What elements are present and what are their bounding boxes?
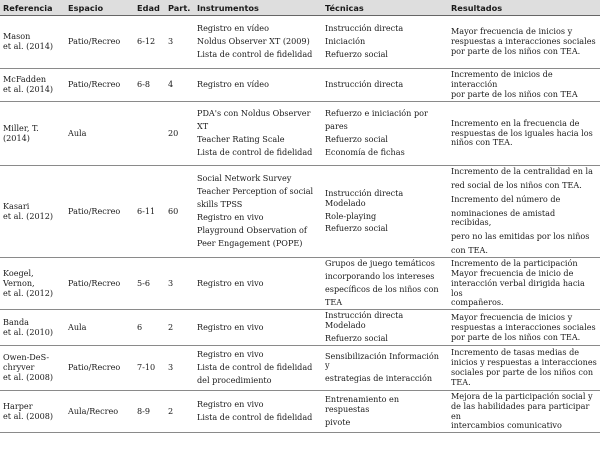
cell-line: chryver <box>3 361 35 372</box>
cell-line: (2014) <box>3 132 30 143</box>
cell-line: Incremento de la centralidad en la <box>451 166 593 176</box>
table-row <box>0 390 600 432</box>
cell-line: niños con TEA. <box>451 137 513 148</box>
cell-line: pero no las emitidas por los niños <box>451 231 590 242</box>
cell-line: Registro en vivo <box>197 321 264 332</box>
cell-line: Lista de control de fidelidad <box>197 361 313 372</box>
cell-instrumentos <box>194 345 322 390</box>
cell-line: del procedimiento <box>197 374 272 385</box>
cell-line: Iniciación <box>325 36 366 47</box>
cell-espacio: Patio/Recreo <box>65 69 134 102</box>
cell-espacio: Patio/Recreo <box>65 166 134 258</box>
cell-line: Instrucción directa Modelado <box>325 310 404 331</box>
cell-line: respuestas a interacciones sociales <box>451 321 596 332</box>
cell-edad: 6-8 <box>134 69 165 102</box>
cell-resultados <box>448 69 600 102</box>
cell-tecnicas <box>322 345 448 390</box>
cell-resultados <box>448 102 600 166</box>
cell-line: PDA's con Noldus Observer <box>197 108 311 119</box>
cell-line: Noldus Observer XT (2009) <box>197 36 310 47</box>
cell-line: Registro en vivo <box>197 212 264 222</box>
table-row <box>0 166 600 258</box>
cell-part: 3 <box>165 345 194 390</box>
cell-line: Mayor frecuencia de inicio de <box>451 267 574 278</box>
cell-part: 20 <box>165 102 194 166</box>
cell-line: estrategias de interacción <box>325 373 433 384</box>
cell-resultados <box>448 166 600 258</box>
cell-line: skills TPSS <box>197 199 243 210</box>
cell-line: Incremento de la participación <box>451 258 578 269</box>
cell-line: Refuerzo social <box>325 333 389 344</box>
cell-referencia <box>0 16 65 69</box>
cell-referencia <box>0 345 65 390</box>
table-row <box>0 102 600 166</box>
cell-resultados <box>448 390 600 432</box>
cell-edad: 5-6 <box>134 258 165 310</box>
cell-line: Registro en vivo <box>197 349 264 360</box>
cell-espacio: Aula <box>65 310 134 346</box>
cell-line: et al. (2012) <box>3 287 54 298</box>
cell-resultados <box>448 345 600 390</box>
cell-line: Incremento del número de <box>451 193 561 204</box>
cell-referencia <box>0 310 65 346</box>
cell-line: Incremento de inicios de interacción <box>451 69 553 90</box>
cell-line: Instrucción directa <box>325 79 404 90</box>
cell-line: específicos de los niños con <box>325 284 439 295</box>
header-tecnicas: Técnicas <box>322 0 448 16</box>
cell-espacio: Aula <box>65 102 134 166</box>
header-espacio: Espacio <box>65 0 134 16</box>
cell-line: Mason <box>3 31 31 42</box>
cell-line: Teacher Rating Scale <box>197 134 285 144</box>
cell-line: et al. (2014) <box>3 41 54 51</box>
cell-line: red social de los niños con TEA. <box>451 179 582 190</box>
cell-tecnicas <box>322 69 448 102</box>
cell-line: Refuerzo social <box>325 134 389 144</box>
cell-tecnicas <box>322 310 448 346</box>
cell-instrumentos <box>194 390 322 432</box>
header-part: Part. <box>165 0 194 16</box>
table-row <box>0 258 600 310</box>
cell-line: Refuerzo social <box>325 48 389 59</box>
cell-line: Lista de control de fidelidad <box>197 412 313 423</box>
cell-line: Grupos de juego temáticos <box>325 258 435 269</box>
cell-part: 3 <box>165 16 194 69</box>
cell-espacio: Patio/Recreo <box>65 345 134 390</box>
cell-line: Lista de control de fidelidad <box>197 146 313 157</box>
header-row <box>0 0 600 16</box>
cell-line: Instrucción directa <box>325 23 404 34</box>
cell-part: 60 <box>165 166 194 258</box>
cell-line: Instrucción directa Modelado <box>325 187 404 208</box>
cell-edad: 8-9 <box>134 390 165 432</box>
cell-line: Lista de control de fidelidad <box>197 48 313 59</box>
cell-line: Mejora de la participación social y <box>451 390 593 401</box>
cell-line: nominaciones de amistad recibidas, <box>451 207 556 228</box>
cell-line: Entrenamiento en respuestas <box>325 394 400 415</box>
header-resultados: Resultados <box>448 0 600 16</box>
cell-tecnicas <box>322 390 448 432</box>
cell-resultados <box>448 258 600 310</box>
cell-part: 2 <box>165 390 194 432</box>
cell-line: intercambios comunicativo <box>451 420 562 431</box>
cell-referencia <box>0 258 65 310</box>
cell-resultados <box>448 310 600 346</box>
cell-edad: 6 <box>134 310 165 346</box>
cell-line: de las habilidades para participar en <box>451 400 590 421</box>
cell-line: Registro en vivo <box>197 399 264 410</box>
cell-line: Playground Observation of <box>197 224 307 235</box>
cell-line: Economía de fichas <box>325 146 405 157</box>
table-row <box>0 310 600 346</box>
cell-line: et al. (2014) <box>3 84 54 94</box>
cell-espacio: Aula/Recreo <box>65 390 134 432</box>
cell-line: Sensibilización Información y <box>325 350 439 371</box>
cell-line: compañeros. <box>451 297 504 308</box>
cell-line: Social Network Survey <box>197 173 292 184</box>
cell-line: et al. (2010) <box>3 326 54 337</box>
cell-line: Registro en vivo <box>197 277 264 288</box>
cell-line: Teacher Perception of social <box>197 186 314 197</box>
cell-line: Harper <box>3 400 33 411</box>
cell-instrumentos <box>194 69 322 102</box>
cell-instrumentos <box>194 166 322 258</box>
cell-line: Registro en vídeo <box>197 23 269 34</box>
cell-line: pares <box>325 121 348 132</box>
cell-resultados <box>448 16 600 69</box>
cell-line: por parte de los niños con TEA. <box>451 331 581 342</box>
cell-line: Miller, T. <box>3 122 39 133</box>
cell-line: Owen-DeS- <box>3 352 50 363</box>
table-body <box>0 16 600 433</box>
cell-part: 3 <box>165 258 194 310</box>
cell-edad: 7-10 <box>134 345 165 390</box>
cell-line: Vernon, <box>3 277 35 288</box>
cell-line: TEA. <box>451 376 471 387</box>
cell-line: Registro en vídeo <box>197 79 269 90</box>
cell-line: XT <box>197 121 209 132</box>
cell-line: Banda <box>3 316 29 327</box>
cell-line: Mayor frecuencia de inicios y <box>451 311 573 322</box>
cell-part: 4 <box>165 69 194 102</box>
cell-line: McFadden <box>3 74 47 85</box>
cell-instrumentos <box>194 16 322 69</box>
cell-line: inicios y respuestas a interacciones <box>451 357 597 368</box>
cell-line: interacción verbal dirigida hacia los <box>451 277 585 298</box>
cell-tecnicas <box>322 102 448 166</box>
cell-referencia <box>0 390 65 432</box>
cell-instrumentos <box>194 310 322 346</box>
cell-tecnicas <box>322 258 448 310</box>
cell-edad: 6-12 <box>134 16 165 69</box>
cell-espacio: Patio/Recreo <box>65 16 134 69</box>
cell-line: Role-playing <box>325 210 377 221</box>
cell-line: sociales por parte de los niños con <box>451 366 594 377</box>
cell-line: et al. (2008) <box>3 410 54 421</box>
cell-line: Peer Engagement (POPE) <box>197 237 303 248</box>
cell-line: incorporando los intereses <box>325 271 435 282</box>
cell-line: Koegel, <box>3 267 34 278</box>
header-referencia: Referencia <box>0 0 65 16</box>
cell-line: respuestas a interacciones sociales <box>451 36 596 47</box>
cell-line: pivote <box>325 417 351 428</box>
cell-part: 2 <box>165 310 194 346</box>
header-edad: Edad <box>134 0 165 16</box>
cell-line: por parte de los niños con TEA <box>451 88 578 99</box>
cell-line: TEA <box>325 297 343 308</box>
cell-line: Incremento de tasas medias de <box>451 347 580 358</box>
cell-line: Refuerzo social <box>325 223 389 234</box>
cell-referencia <box>0 166 65 258</box>
cell-instrumentos <box>194 258 322 310</box>
cell-line: con TEA. <box>451 245 488 256</box>
cell-edad <box>134 102 165 166</box>
header-instrumentos: Instrumentos <box>194 0 322 16</box>
cell-line: et al. (2008) <box>3 371 54 382</box>
cell-line: Refuerzo e iniciación por <box>325 108 428 119</box>
cell-tecnicas <box>322 16 448 69</box>
cell-instrumentos <box>194 102 322 166</box>
cell-line: por parte de los niños con TEA. <box>451 45 581 56</box>
cell-line: Mayor frecuencia de inicios y <box>451 26 573 37</box>
cell-referencia <box>0 69 65 102</box>
cell-edad: 6-11 <box>134 166 165 258</box>
cell-line: respuestas de los iguales hacia los <box>451 127 593 138</box>
cell-tecnicas <box>322 166 448 258</box>
cell-referencia <box>0 102 65 166</box>
cell-espacio: Patio/Recreo <box>65 258 134 310</box>
cell-line: et al. (2012) <box>3 210 54 221</box>
cell-line: Kasari <box>3 200 30 211</box>
table-row <box>0 69 600 102</box>
table-row <box>0 16 600 69</box>
table-row <box>0 345 600 390</box>
cell-line: Incremento en la frecuencia de <box>451 117 580 128</box>
